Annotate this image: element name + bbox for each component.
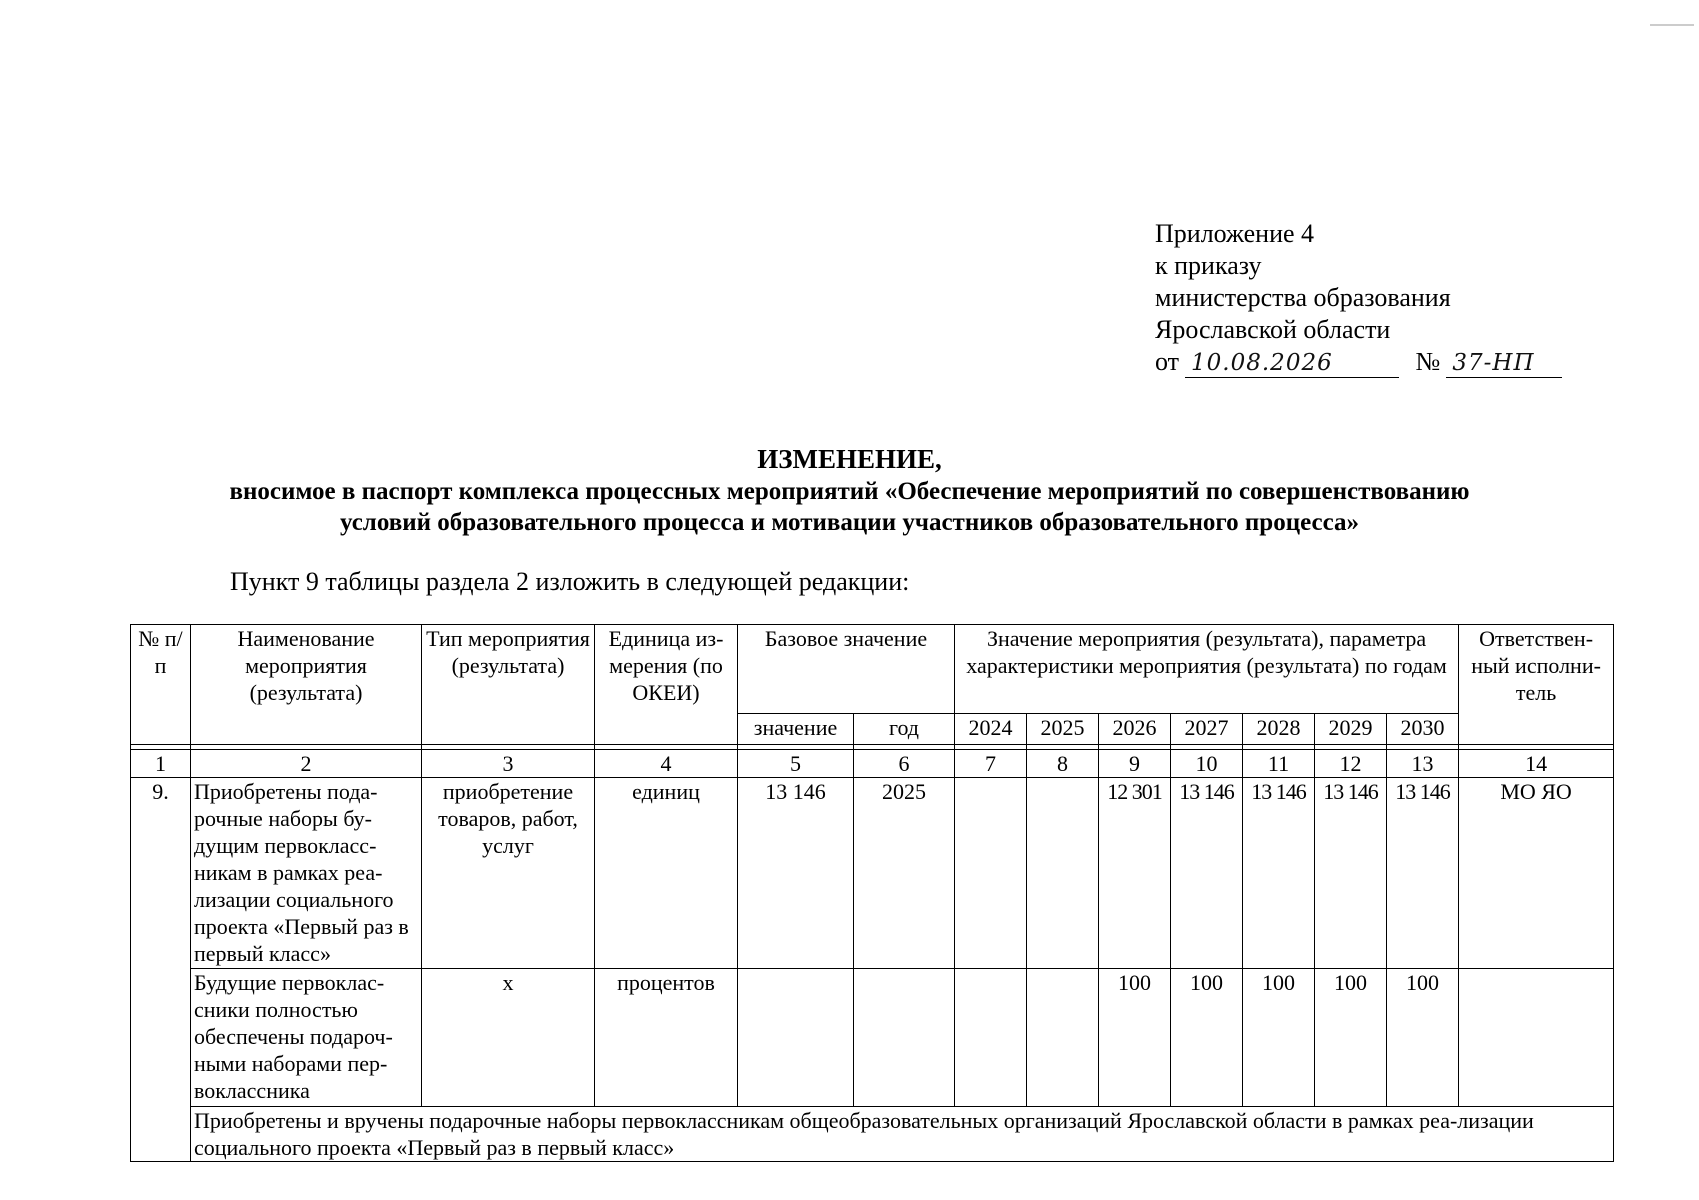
cell-year-value bbox=[1027, 969, 1099, 1107]
cell-type: х bbox=[422, 969, 595, 1107]
cell-unit: процентов bbox=[595, 969, 738, 1107]
header-num: № п/п bbox=[131, 625, 191, 745]
column-number-row bbox=[131, 750, 1614, 778]
cell-year-value: 100 bbox=[1171, 969, 1243, 1107]
column-number: 9 bbox=[1099, 750, 1171, 778]
header-year: 2029 bbox=[1315, 714, 1387, 745]
cell-year-value bbox=[1027, 778, 1099, 969]
title-main: ИЗМЕНЕНИЕ, bbox=[757, 444, 942, 474]
header-base: Базовое значение bbox=[738, 625, 955, 714]
handwritten-date: 10.08.2026 bbox=[1185, 349, 1399, 378]
table-row bbox=[131, 778, 1614, 969]
cell-name: Приобретены пода-рочные наборы бу-дущим первокласс-никам в рамках реа-лизации социального проекта «Первый раз в первый класс» bbox=[191, 778, 422, 969]
cell-description: Приобретены и вручены подарочные наборы первоклассникам общеобразовательных организаций Ярославской области в рамках реа-лизации социального проекта «Первый раз в первый класс» bbox=[191, 1107, 1614, 1162]
cell-year-value bbox=[955, 969, 1027, 1107]
cell-year-value: 100 bbox=[1243, 969, 1315, 1107]
cell-year-value bbox=[955, 778, 1027, 969]
cell-year-value: 13 146 bbox=[1387, 778, 1459, 969]
header-base-value: значение bbox=[738, 714, 854, 745]
cell-year-value: 100 bbox=[1387, 969, 1459, 1107]
cell-name: Будущие первоклас-сники полностью обеспечены подароч-ными наборами пер-воклассника bbox=[191, 969, 422, 1107]
appendix-line-3: министерства образования bbox=[1155, 283, 1451, 312]
header-responsible: Ответствен-ный исполни-тель bbox=[1459, 625, 1614, 745]
column-number: 7 bbox=[955, 750, 1027, 778]
cell-base-year: 2025 bbox=[854, 778, 955, 969]
row-number: 9. bbox=[131, 778, 191, 1162]
cell-year-value: 100 bbox=[1315, 969, 1387, 1107]
appendix-line-2: к приказу bbox=[1155, 251, 1262, 280]
column-number: 10 bbox=[1171, 750, 1243, 778]
cell-base-value: 13 146 bbox=[738, 778, 854, 969]
column-number: 12 bbox=[1315, 750, 1387, 778]
measures-table bbox=[130, 624, 1614, 1162]
cell-base-year bbox=[854, 969, 955, 1107]
scan-corner-mark bbox=[1650, 24, 1694, 26]
column-number: 11 bbox=[1243, 750, 1315, 778]
cell-year-value: 13 146 bbox=[1171, 778, 1243, 969]
cell-base-value bbox=[738, 969, 854, 1107]
cell-year-value: 13 146 bbox=[1243, 778, 1315, 969]
column-number: 5 bbox=[738, 750, 854, 778]
column-number: 8 bbox=[1027, 750, 1099, 778]
header-year: 2026 bbox=[1099, 714, 1171, 745]
header-type: Тип мероприятия (результата) bbox=[422, 625, 595, 745]
header-name: Наименование мероприятия (результата) bbox=[191, 625, 422, 745]
header-unit: Единица из-мерения (по ОКЕИ) bbox=[595, 625, 738, 745]
column-number: 3 bbox=[422, 750, 595, 778]
column-number: 14 bbox=[1459, 750, 1614, 778]
header-year: 2027 bbox=[1171, 714, 1243, 745]
table-row bbox=[131, 969, 1614, 1107]
intro-text: Пункт 9 таблицы раздела 2 изложить в следующей редакции: bbox=[230, 567, 910, 596]
header-values: Значение мероприятия (результата), параметра характеристики мероприятия (результата) по годам bbox=[955, 625, 1459, 714]
cell-responsible bbox=[1459, 969, 1614, 1107]
cell-responsible: МО ЯО bbox=[1459, 778, 1614, 969]
column-number: 13 bbox=[1387, 750, 1459, 778]
document-title bbox=[0, 442, 1699, 538]
header-year: 2030 bbox=[1387, 714, 1459, 745]
column-number: 1 bbox=[131, 750, 191, 778]
header-year: 2028 bbox=[1243, 714, 1315, 745]
column-number: 6 bbox=[854, 750, 955, 778]
cell-year-value: 100 bbox=[1099, 969, 1171, 1107]
appendix-line-4: Ярославской области bbox=[1155, 315, 1391, 344]
cell-year-value: 13 146 bbox=[1315, 778, 1387, 969]
cell-year-value: 12 301 bbox=[1099, 778, 1171, 969]
header-base-year: год bbox=[854, 714, 955, 745]
handwritten-number: 37-НП bbox=[1446, 349, 1562, 378]
appendix-block bbox=[1155, 218, 1562, 378]
appendix-line-1: Приложение 4 bbox=[1155, 219, 1315, 248]
column-number: 4 bbox=[595, 750, 738, 778]
from-label: от bbox=[1155, 347, 1180, 376]
cell-unit: единиц bbox=[595, 778, 738, 969]
order-line bbox=[1155, 346, 1562, 378]
number-label: № bbox=[1415, 347, 1441, 376]
column-number: 2 bbox=[191, 750, 422, 778]
header-year: 2024 bbox=[955, 714, 1027, 745]
cell-type: приобретение товаров, работ, услуг bbox=[422, 778, 595, 969]
header-year: 2025 bbox=[1027, 714, 1099, 745]
table-row-description bbox=[131, 1107, 1614, 1162]
title-sub-line-2: условий образовательного процесса и мотивации участников образовательного процесса» bbox=[339, 509, 1359, 536]
title-sub-line-1: вносимое в паспорт комплекса процессных мероприятий «Обеспечение мероприятий по совершенствованию bbox=[229, 478, 1470, 505]
header-row bbox=[131, 625, 1614, 714]
